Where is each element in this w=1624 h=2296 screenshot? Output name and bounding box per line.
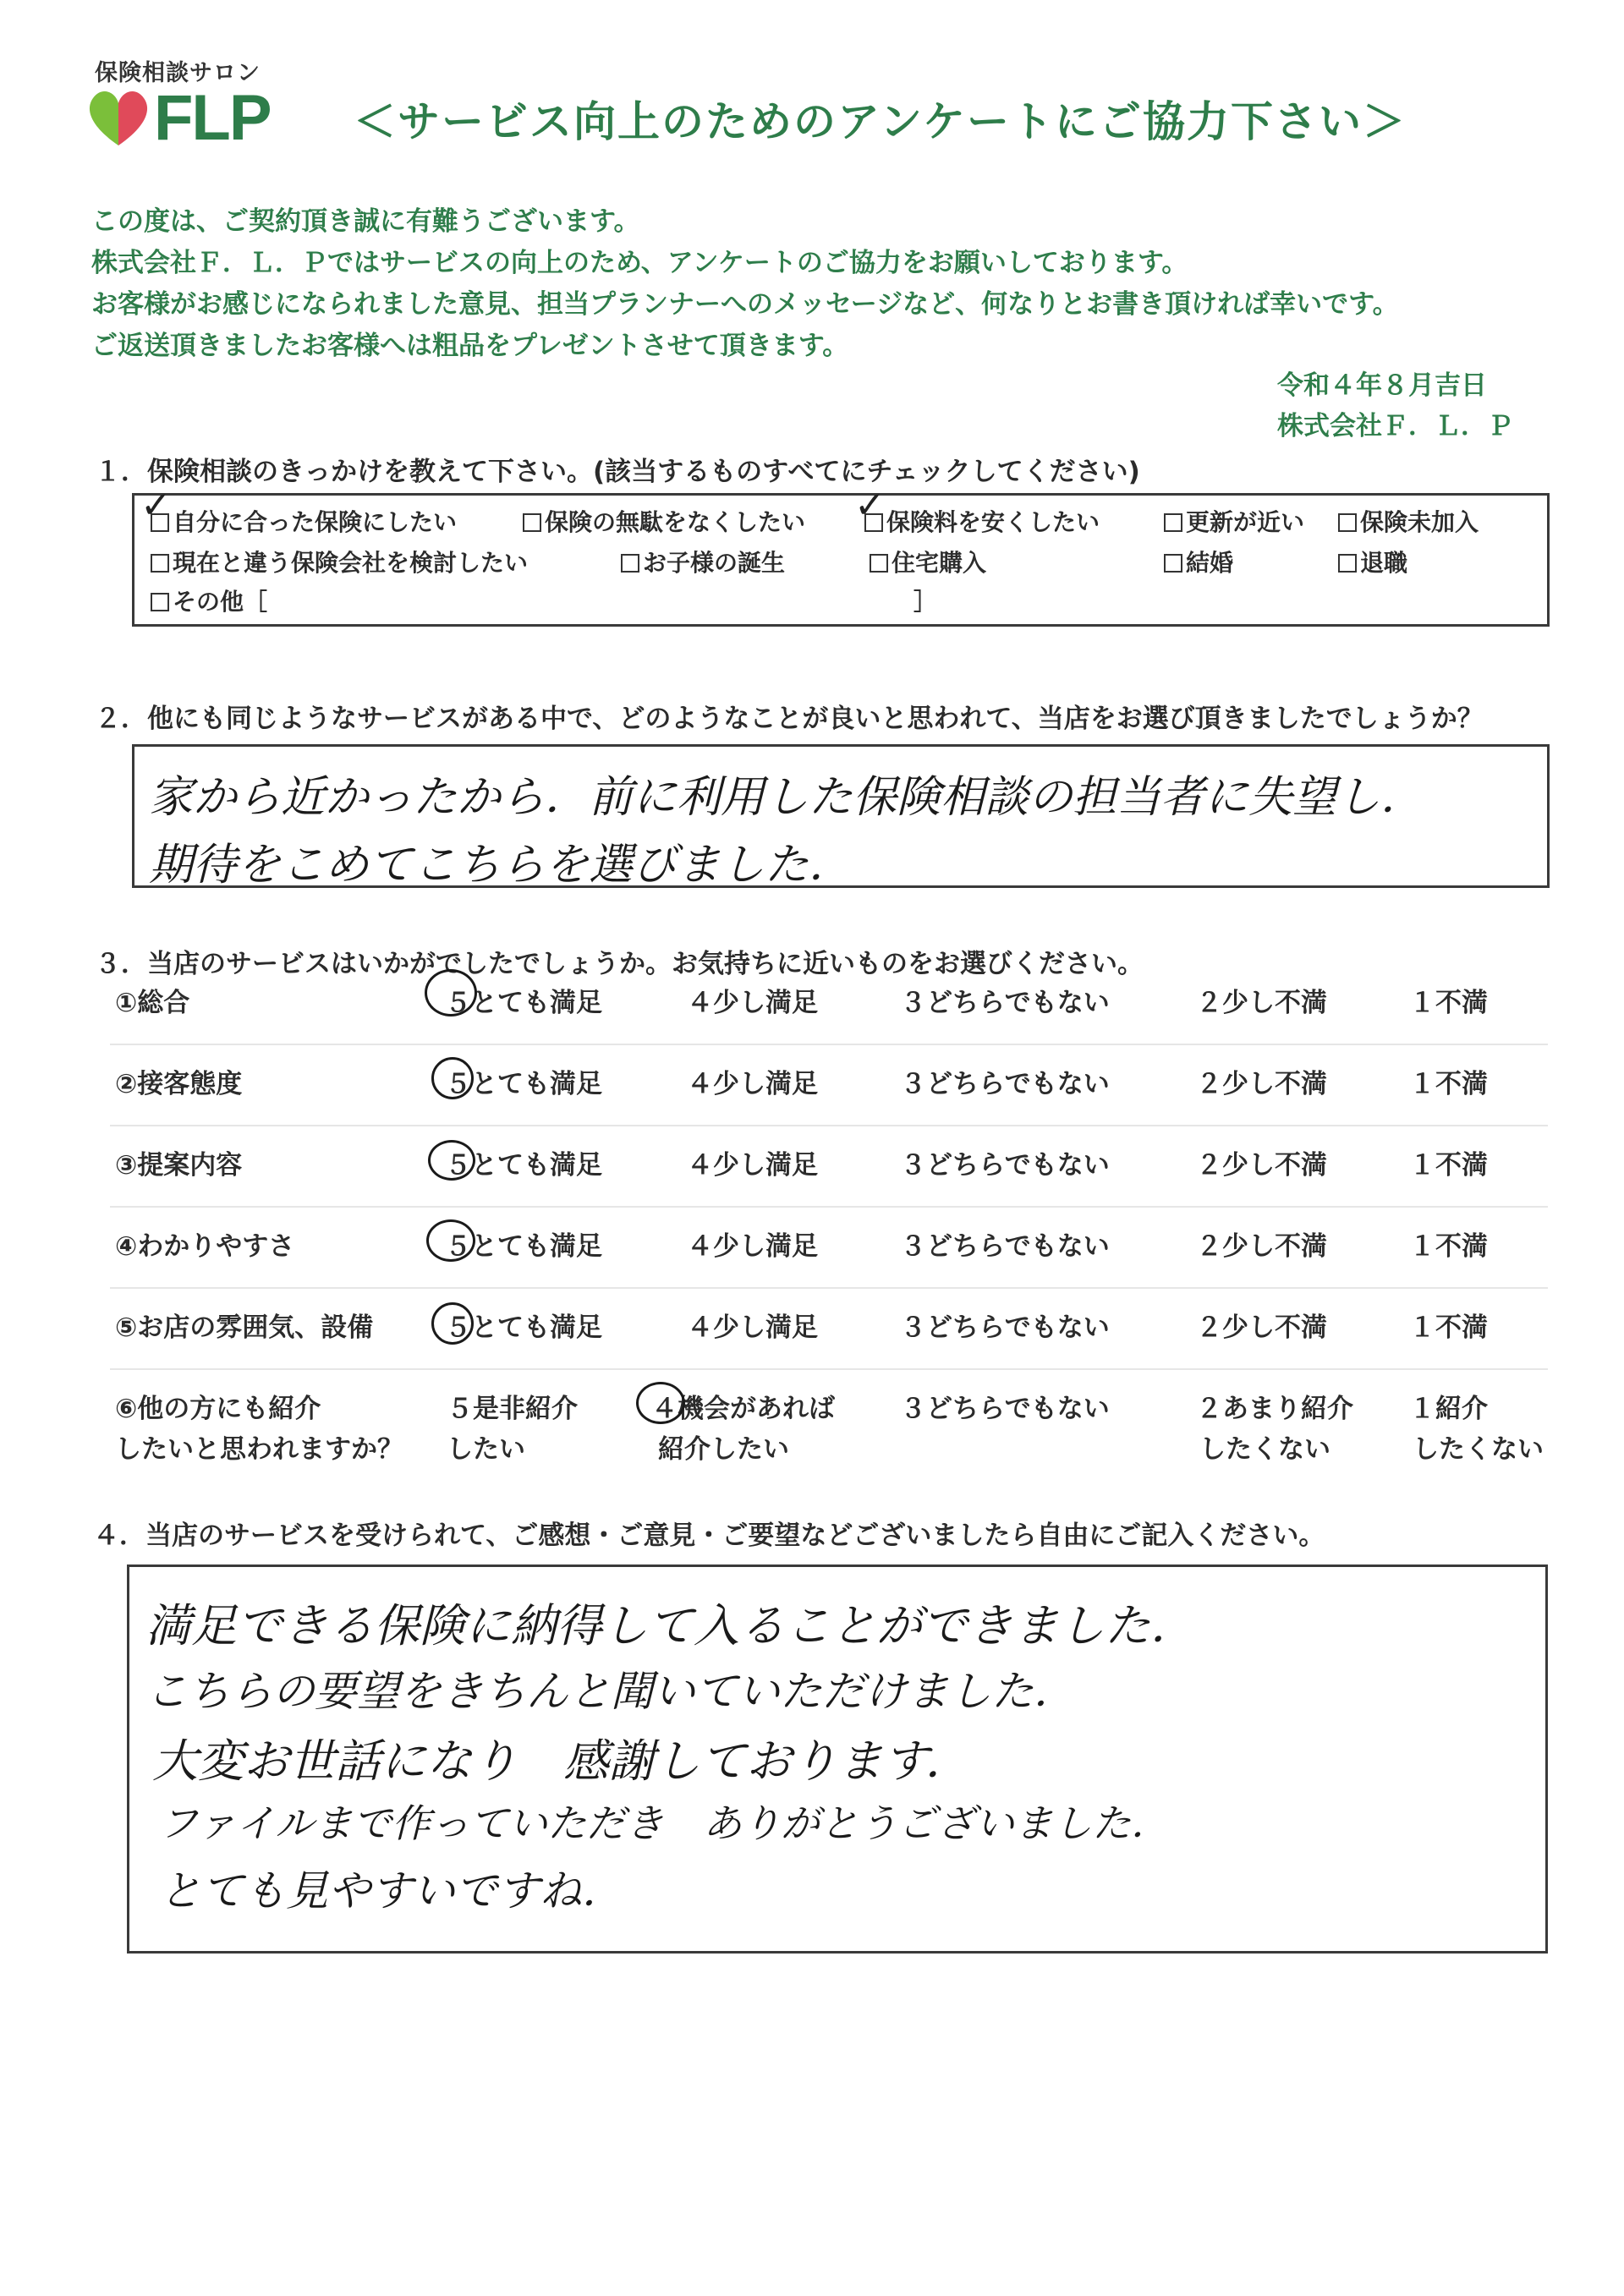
rating-option-4[interactable]: ４少し満足 bbox=[687, 1150, 818, 1181]
referral-option-3[interactable]: ３どちらでもない bbox=[900, 1394, 1110, 1424]
rating-option-4[interactable]: ４少し満足 bbox=[687, 1069, 818, 1099]
row-divider bbox=[110, 1044, 1548, 1045]
referral-option-1[interactable]: １紹介 bbox=[1409, 1394, 1488, 1424]
q1-option[interactable]: 更新が近い bbox=[1164, 504, 1304, 538]
page-title: ＜サービス向上のためのアンケートにご協力下さい＞ bbox=[354, 97, 1407, 146]
q4-answer-line: こちらの要望をきちんと聞いていただけました． bbox=[145, 1667, 1076, 1716]
rating-option-1[interactable]: １不満 bbox=[1409, 1150, 1488, 1181]
logo-text: FLP bbox=[154, 82, 271, 154]
referral-option-4[interactable]: ４機会があれば bbox=[651, 1394, 835, 1424]
rating-option-3[interactable]: ３どちらでもない bbox=[900, 988, 1110, 1018]
row-divider bbox=[110, 1206, 1548, 1208]
rating-option-4[interactable]: ４少し満足 bbox=[687, 988, 818, 1018]
q4-answer-line: 満足できる保険に納得して入ることができました． bbox=[145, 1599, 1196, 1652]
rating-option-2[interactable]: ２少し不満 bbox=[1196, 1069, 1327, 1099]
q1-option[interactable]: お子様の誕生 bbox=[621, 545, 785, 578]
referral-label-line2: したいと思われますか？ bbox=[115, 1434, 403, 1465]
q4-heading: ４．当店のサービスを受けられて、ご感想・ご意見・ご要望などございましたら自由にご記入ください。 bbox=[93, 1521, 1325, 1551]
rating-item-label: ④わかりやすさ bbox=[115, 1231, 295, 1262]
referral-option-4-line2: 紹介したい bbox=[658, 1434, 789, 1465]
q1-option[interactable]: 住宅購入 bbox=[870, 545, 986, 578]
selection-circle bbox=[425, 969, 477, 1016]
q1-option[interactable]: 結婚 bbox=[1164, 545, 1233, 578]
rating-option-2[interactable]: ２少し不満 bbox=[1196, 1312, 1327, 1343]
intro-line: お客様がお感じになられました意見、担当プランナーへのメッセージなど、何なりとお書き頂ければ幸いです。 bbox=[91, 289, 1399, 320]
rating-option-5[interactable]: ５とても満足 bbox=[445, 1069, 602, 1099]
intro-line: 株式会社Ｆ．Ｌ．Ｐではサービスの向上のため、アンケートのご協力をお願いしております。 bbox=[91, 248, 1188, 278]
q1-option[interactable]: 現在と違う保険会社を検討したい bbox=[151, 545, 528, 578]
rating-option-1[interactable]: １不満 bbox=[1409, 1069, 1488, 1099]
intro-line: ご返送頂きましたお客様へは粗品をプレゼントさせて頂きます。 bbox=[91, 331, 849, 361]
q1-option[interactable]: 保険の無駄をなくしたい bbox=[523, 504, 805, 538]
q4-answer-line: 大変お世話になり 感謝しております． bbox=[152, 1734, 971, 1788]
rating-option-3[interactable]: ３どちらでもない bbox=[900, 1069, 1110, 1099]
rating-item-label: ②接客態度 bbox=[115, 1069, 243, 1099]
rating-option-2[interactable]: ２少し不満 bbox=[1196, 1231, 1327, 1262]
rating-option-4[interactable]: ４少し満足 bbox=[687, 1231, 818, 1262]
rating-item-label: ①総合 bbox=[115, 988, 190, 1018]
q1-option[interactable]: 保険料を安くしたい bbox=[864, 504, 1100, 538]
date-block bbox=[1277, 365, 1513, 447]
rating-option-3[interactable]: ３どちらでもない bbox=[900, 1150, 1110, 1181]
rating-option-1[interactable]: １不満 bbox=[1409, 1231, 1488, 1262]
referral-option-5[interactable]: ５是非紹介 bbox=[447, 1394, 578, 1424]
q2-heading: ２．他にも同じようなサービスがある中で、どのようなことが良いと思われて、当店をお選び頂きましたでしょうか？ bbox=[95, 704, 1484, 734]
q3-heading: ３．当店のサービスはいかがでしたでしょうか。お気持ちに近いものをお選びください。 bbox=[95, 949, 1144, 979]
heart-logo-icon bbox=[83, 85, 154, 149]
referral-option-2[interactable]: ２あまり紹介 bbox=[1196, 1394, 1353, 1424]
checkbox-icon[interactable] bbox=[1164, 554, 1182, 573]
rating-option-1[interactable]: １不満 bbox=[1409, 988, 1488, 1018]
issue-date: 令和４年８月吉日 bbox=[1277, 370, 1487, 401]
checkbox-icon[interactable] bbox=[621, 554, 639, 573]
referral-option-1-line2: したくない bbox=[1413, 1434, 1544, 1465]
rating-option-1[interactable]: １不満 bbox=[1409, 1312, 1488, 1343]
checkbox-icon[interactable] bbox=[1338, 554, 1357, 573]
checkbox-icon[interactable] bbox=[151, 554, 169, 573]
rating-option-2[interactable]: ２少し不満 bbox=[1196, 1150, 1327, 1181]
selection-circle bbox=[636, 1382, 685, 1424]
checkbox-icon[interactable] bbox=[523, 513, 541, 532]
q1-other-close-bracket: ］ bbox=[914, 588, 938, 616]
intro-text bbox=[91, 201, 1399, 367]
row-divider bbox=[110, 1368, 1548, 1370]
rating-option-5[interactable]: ５とても満足 bbox=[445, 988, 602, 1018]
rating-option-5[interactable]: ５とても満足 bbox=[445, 1150, 602, 1181]
rating-item-label: ⑤お店の雰囲気、設備 bbox=[115, 1312, 374, 1343]
selection-circle bbox=[431, 1057, 474, 1099]
rating-option-3[interactable]: ３どちらでもない bbox=[900, 1312, 1110, 1343]
intro-line: この度は、ご契約頂き誠に有難うございます。 bbox=[91, 206, 640, 237]
selection-circle bbox=[431, 1302, 474, 1345]
referral-option-2-line2: したくない bbox=[1199, 1434, 1330, 1465]
q1-option[interactable]: 自分に合った保険にしたい bbox=[151, 504, 457, 538]
q1-option[interactable]: 退職 bbox=[1338, 545, 1407, 578]
q1-option-other[interactable]: その他［ bbox=[151, 584, 267, 617]
rating-option-3[interactable]: ３どちらでもない bbox=[900, 1231, 1110, 1262]
checkbox-icon[interactable] bbox=[1164, 513, 1182, 532]
rating-option-2[interactable]: ２少し不満 bbox=[1196, 988, 1327, 1018]
q4-answer-line: ファイルまで作っていただき ありがとうございました． bbox=[159, 1800, 1171, 1846]
rating-option-5[interactable]: ５とても満足 bbox=[445, 1312, 602, 1343]
rating-item-label: ③提案内容 bbox=[115, 1150, 243, 1181]
company-name: 株式会社Ｆ．Ｌ．Ｐ bbox=[1277, 411, 1513, 441]
selection-circle bbox=[428, 1140, 475, 1181]
rating-option-5[interactable]: ５とても満足 bbox=[445, 1231, 602, 1262]
row-divider bbox=[110, 1125, 1548, 1126]
checkbox-icon[interactable] bbox=[1338, 513, 1357, 532]
rating-option-4[interactable]: ４少し満足 bbox=[687, 1312, 818, 1343]
q2-answer-line: 期待をこめてこちらを選びました． bbox=[149, 840, 853, 890]
checkbox-icon[interactable] bbox=[870, 554, 888, 573]
row-divider bbox=[110, 1287, 1548, 1289]
referral-option-5-line2: したい bbox=[447, 1434, 525, 1465]
checkmark-icon: ✓ bbox=[140, 484, 172, 527]
q2-answer-line: 家から近かったから．前に利用した保険相談の担当者に失望し． bbox=[149, 772, 1425, 823]
logo-tagline: 保険相談サロン bbox=[95, 60, 261, 86]
referral-label-line1: ⑥他の方にも紹介 bbox=[115, 1394, 321, 1424]
checkmark-icon: ✓ bbox=[854, 484, 886, 527]
q4-answer-line: とても見やすいですね． bbox=[159, 1866, 624, 1915]
q1-option[interactable]: 保険未加入 bbox=[1338, 504, 1479, 538]
selection-circle bbox=[426, 1219, 475, 1262]
checkbox-icon[interactable] bbox=[151, 593, 169, 611]
q1-heading: １．保険相談のきっかけを教えて下さい。(該当するものすべてにチェックしてください) bbox=[95, 457, 1140, 487]
